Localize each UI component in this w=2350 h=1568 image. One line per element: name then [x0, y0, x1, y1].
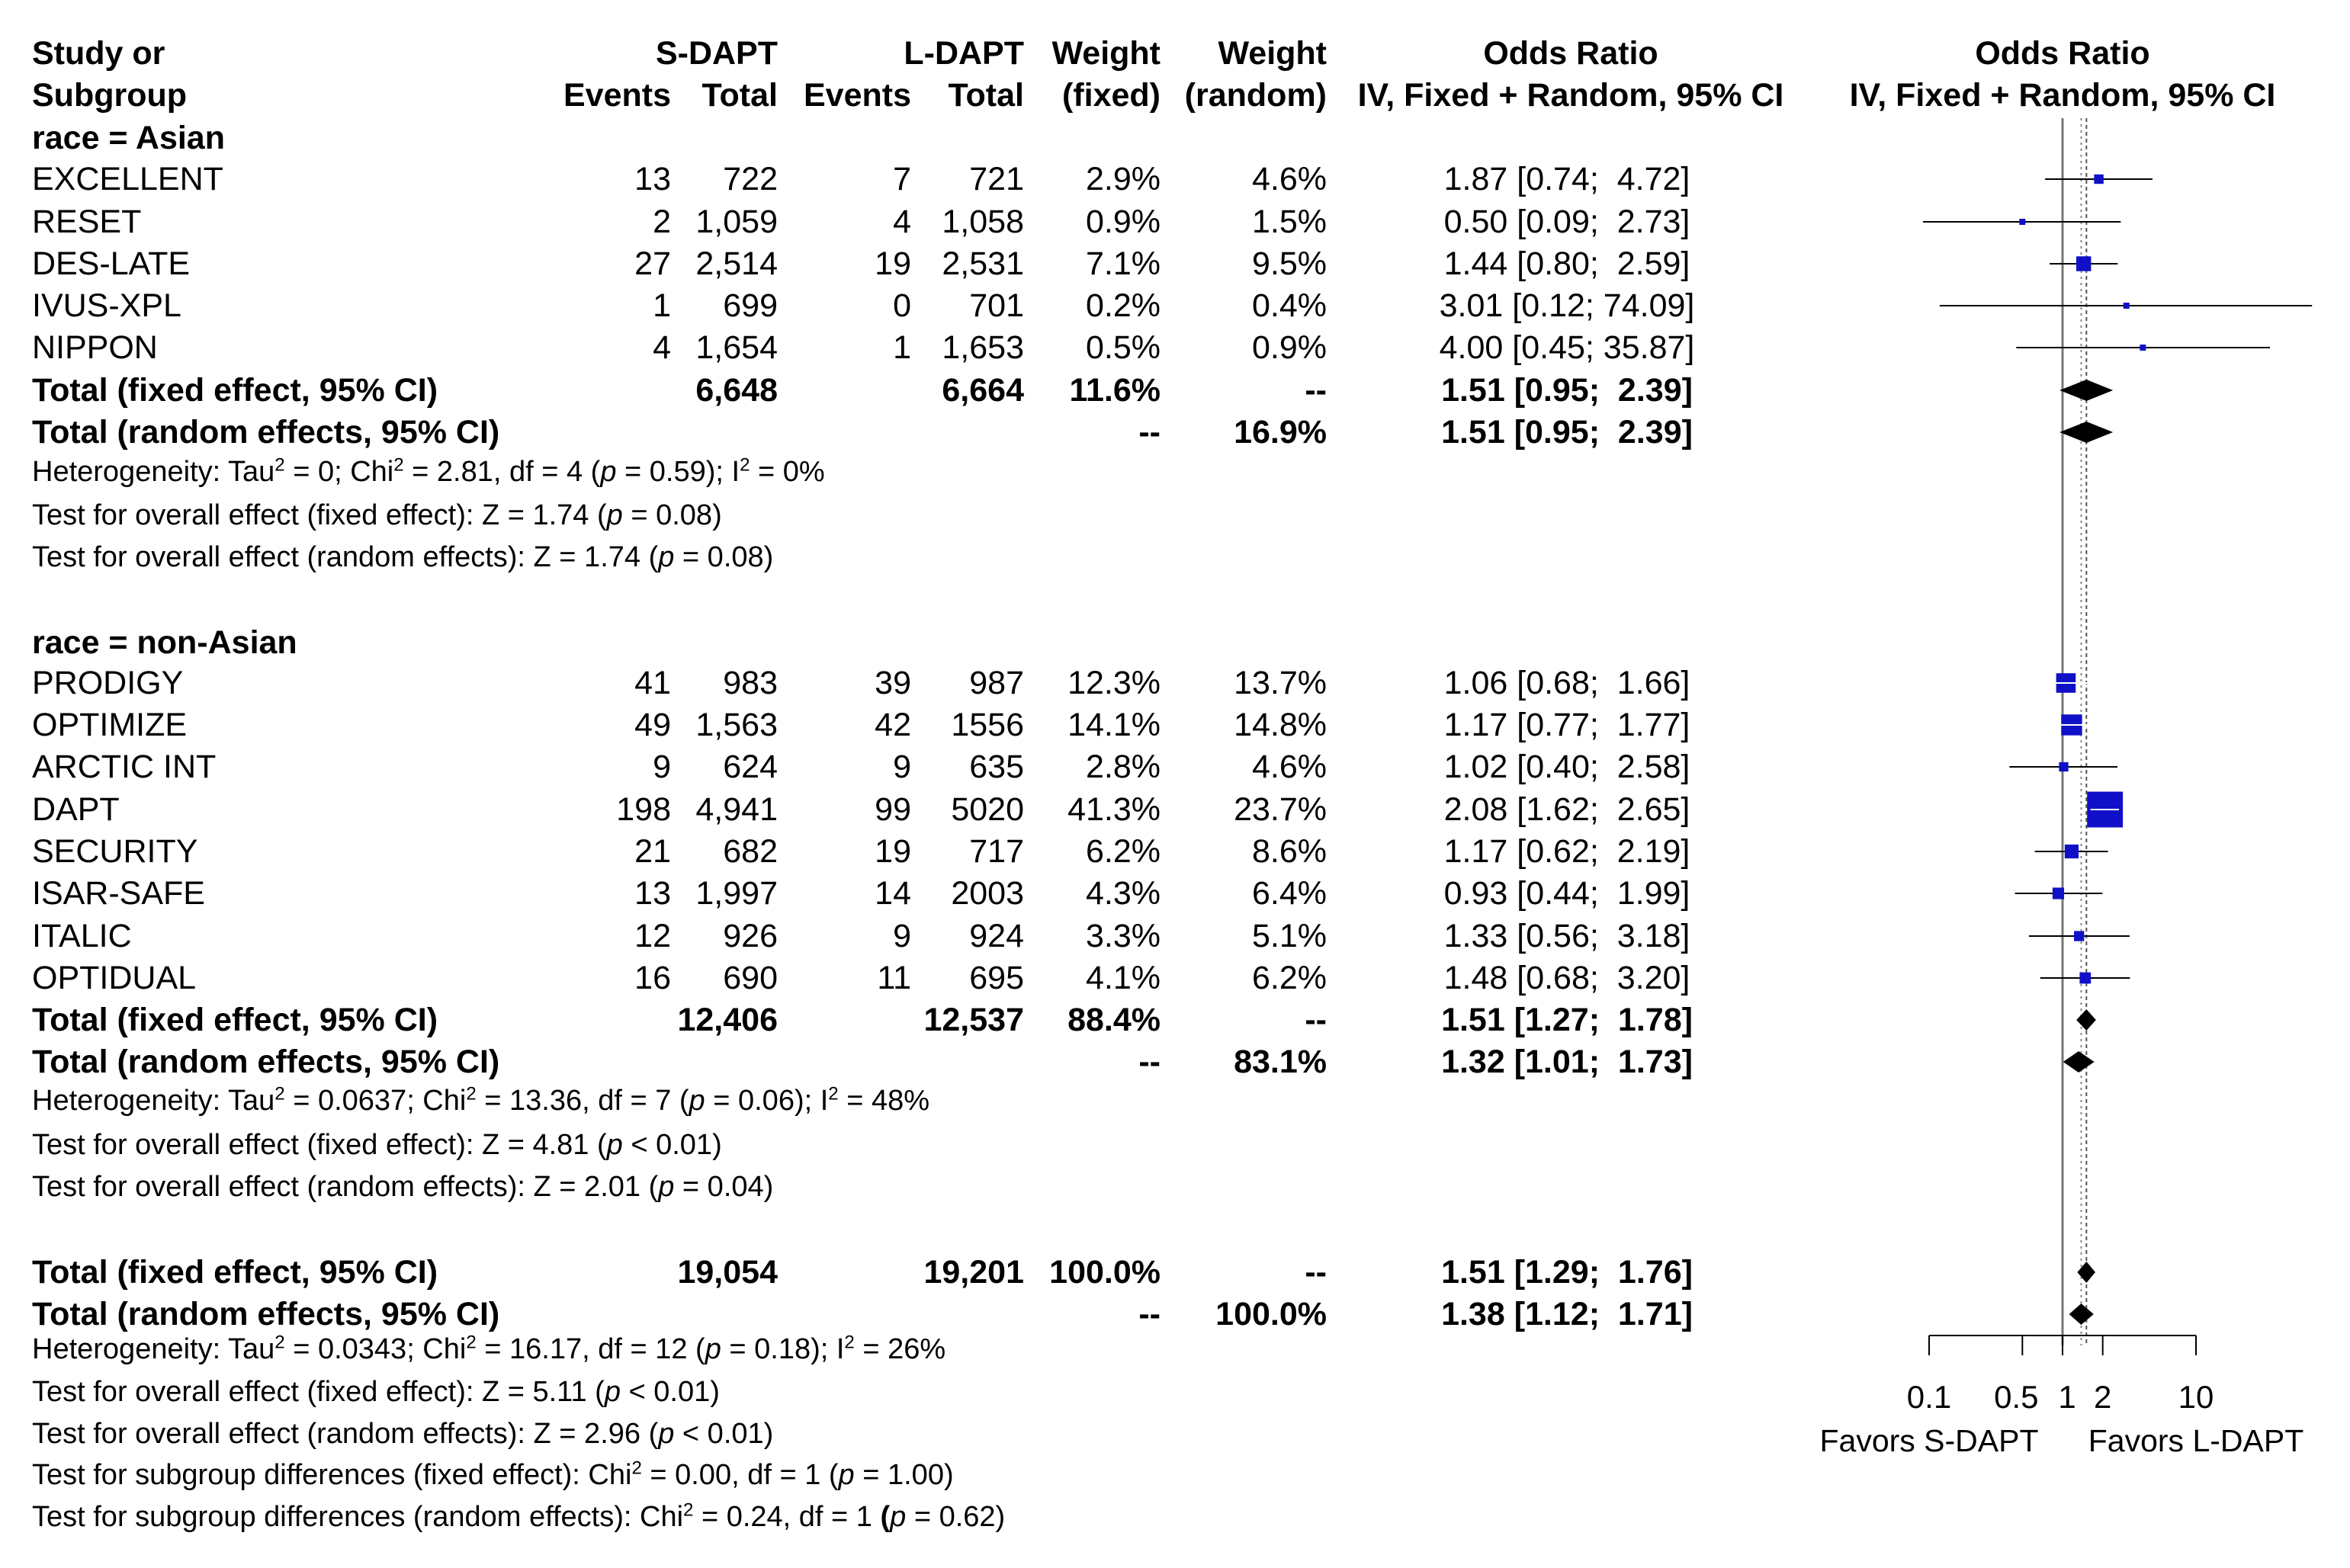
summary-diamond: [2069, 1303, 2094, 1325]
or-ci: 1.17 [0.62; 2.19]: [1443, 833, 1690, 870]
or-ci: 2.08 [1.62; 2.65]: [1443, 791, 1690, 828]
or-ci: 1.02 [0.40; 2.58]: [1443, 749, 1690, 785]
weight-square: [2076, 256, 2091, 271]
note-text: = 0.24, df =: [693, 1501, 856, 1533]
header-sdapt: S-DAPT: [655, 35, 778, 72]
weight-random: 6.4%: [1251, 875, 1327, 912]
header-random: (random): [1184, 77, 1327, 114]
header-or-method: IV, Fixed + Random, 95% CI: [1357, 77, 1784, 114]
p-symbol: p: [606, 1129, 623, 1161]
header-weight-fixed: Weight: [1051, 35, 1161, 72]
weight-fixed: 2.9%: [1085, 161, 1161, 197]
p-symbol: p: [658, 1418, 675, 1450]
header-or: Odds Ratio: [1483, 35, 1658, 72]
summary-diamond: [2059, 422, 2113, 443]
or-ci: 1.48 [0.68; 3.20]: [1443, 960, 1690, 996]
weight-random: 4.6%: [1251, 161, 1327, 197]
l-events: 19: [875, 245, 911, 282]
note-text: = 0.08): [622, 499, 722, 531]
fixed-w-random: --: [1305, 372, 1327, 409]
note-text: < 0.01): [674, 1418, 774, 1450]
note-text: = 1.00): [854, 1459, 954, 1491]
summary-diamond: [2076, 1009, 2096, 1031]
random-w-fixed: --: [1138, 1044, 1161, 1080]
weight-square: [2019, 219, 2025, 225]
superscript: 2: [393, 454, 404, 476]
favors-right-label: Favors L-DAPT: [2088, 1423, 2304, 1458]
p-symbol: p: [838, 1459, 855, 1491]
superscript: 2: [683, 1499, 694, 1521]
fixed-s-total: 12,406: [677, 1002, 778, 1038]
fixed-ci: 1.51 [0.95; 2.39]: [1441, 372, 1693, 409]
weight-fixed: 0.2%: [1085, 287, 1161, 324]
random-w-random: 100.0%: [1215, 1296, 1327, 1332]
study-name: EXCELLENT: [32, 161, 223, 197]
or-ci: 1.44 [0.80; 2.59]: [1443, 245, 1690, 282]
l-events: 42: [875, 707, 911, 743]
s-total: 624: [723, 749, 778, 785]
superscript: 2: [466, 1083, 477, 1105]
study-name: DES-LATE: [32, 245, 191, 282]
note-text: = 26%: [854, 1333, 946, 1365]
l-events: 4: [893, 204, 911, 240]
s-total: 4,941: [695, 791, 778, 828]
l-events: 0: [893, 287, 911, 324]
note-text: = 0.18); I: [721, 1333, 845, 1365]
note-text: 1: [856, 1501, 872, 1533]
weight-random: 14.8%: [1234, 707, 1327, 743]
fixed-s-total: 19,054: [677, 1254, 778, 1291]
weight-random: 5.1%: [1251, 918, 1327, 954]
weight-random: 13.7%: [1234, 665, 1327, 701]
p-symbol: p: [658, 1171, 675, 1203]
s-total: 1,654: [695, 329, 778, 366]
weight-square: [2059, 762, 2068, 771]
s-total: 1,059: [695, 204, 778, 240]
weight-square: [2094, 175, 2103, 184]
summary-diamond: [2059, 380, 2113, 401]
header-l-total: Total: [948, 77, 1024, 114]
or-ci: 0.93 [0.44; 1.99]: [1443, 875, 1690, 912]
random-total-label: Total (random effects, 95% CI): [32, 414, 500, 451]
l-total: 695: [969, 960, 1024, 996]
summary-diamond: [2077, 1262, 2095, 1283]
s-events: 1: [653, 287, 671, 324]
study-name: SECURITY: [32, 833, 198, 870]
fixed-w-fixed: 11.6%: [1069, 372, 1161, 409]
weight-random: 1.5%: [1251, 204, 1327, 240]
note-text: = 0.62): [906, 1501, 1006, 1533]
study-name: ARCTIC INT: [32, 749, 217, 785]
s-total: 690: [723, 960, 778, 996]
note-text: = 0.00, df = 1 (: [641, 1459, 839, 1491]
note-text: Test for subgroup differences (fixed effect): Chi: [32, 1459, 632, 1491]
note-text: Test for overall effect (random effects): Z = 2.96 (: [32, 1418, 659, 1450]
weight-square: [2079, 973, 2091, 984]
header-plot-title: Odds Ratio: [1975, 35, 2150, 72]
random-ci: 1.38 [1.12; 1.71]: [1441, 1296, 1693, 1332]
superscript: 2: [274, 1083, 285, 1105]
weight-fixed: 2.8%: [1085, 749, 1161, 785]
weight-square: [2074, 931, 2084, 941]
note-text: = 0.06); I: [705, 1085, 829, 1117]
l-total: 5020: [951, 791, 1024, 828]
note-text: < 0.01): [620, 1376, 720, 1408]
random-total-label: Total (random effects, 95% CI): [32, 1296, 500, 1332]
weight-random: 4.6%: [1251, 749, 1327, 785]
fixed-total-label: Total (fixed effect, 95% CI): [32, 1002, 438, 1038]
fixed-l-total: 19,201: [923, 1254, 1024, 1291]
l-events: 9: [893, 749, 911, 785]
s-events: 27: [634, 245, 671, 282]
x-tick-label: 1: [2058, 1379, 2076, 1415]
note-text: = 0%: [750, 456, 825, 488]
l-events: 9: [893, 918, 911, 954]
l-events: 14: [875, 875, 911, 912]
study-name: PRODIGY: [32, 665, 184, 701]
superscript: 2: [844, 1332, 855, 1353]
weight-fixed: 4.1%: [1085, 960, 1161, 996]
p-symbol: p: [705, 1333, 721, 1365]
s-events: 198: [616, 791, 671, 828]
weight-square: [2140, 345, 2146, 351]
p-symbol: p: [689, 1085, 705, 1117]
s-total: 722: [723, 161, 778, 197]
s-events: 41: [634, 665, 671, 701]
weight-fixed: 41.3%: [1067, 791, 1161, 828]
or-ci: 4.00 [0.45; 35.87]: [1439, 329, 1695, 366]
note-text: Test for overall effect (fixed effect): Z = 1.74 (: [32, 499, 607, 531]
weight-square: [2124, 303, 2130, 309]
random-w-random: 16.9%: [1234, 414, 1327, 451]
weight-fixed: 7.1%: [1085, 245, 1161, 282]
header-weight-random: Weight: [1218, 35, 1327, 72]
s-events: 16: [634, 960, 671, 996]
l-total: 717: [969, 833, 1024, 870]
note-text: Test for overall effect (random effects): Z = 2.01 (: [32, 1171, 659, 1203]
s-events: 13: [634, 875, 671, 912]
random-w-fixed: --: [1138, 414, 1161, 451]
fixed-ci: 1.51 [1.29; 1.76]: [1441, 1254, 1693, 1291]
fixed-w-random: --: [1305, 1002, 1327, 1038]
l-total: 924: [969, 918, 1024, 954]
note-text: = 0.0343; Chi: [284, 1333, 467, 1365]
note-text: = 0.04): [674, 1171, 774, 1203]
weight-square: [2065, 845, 2079, 858]
p-symbol: p: [600, 456, 617, 488]
s-total: 682: [723, 833, 778, 870]
weight-fixed: 4.3%: [1085, 875, 1161, 912]
weight-random: 8.6%: [1251, 833, 1327, 870]
l-total: 987: [969, 665, 1024, 701]
or-ci: 1.33 [0.56; 3.18]: [1443, 918, 1690, 954]
l-total: 721: [969, 161, 1024, 197]
note-text: Test for overall effect (fixed effect): Z = 4.81 (: [32, 1129, 607, 1161]
superscript: 2: [274, 1332, 285, 1353]
s-total: 926: [723, 918, 778, 954]
x-tick-label: 10: [2178, 1379, 2214, 1415]
study-name: IVUS-XPL: [32, 287, 181, 324]
weight-random: 0.9%: [1251, 329, 1327, 366]
x-tick-label: 0.5: [1994, 1379, 2039, 1415]
weight-fixed: 12.3%: [1067, 665, 1161, 701]
weight-fixed: 3.3%: [1085, 918, 1161, 954]
note-text: = 48%: [838, 1085, 930, 1117]
superscript: 2: [828, 1083, 839, 1105]
l-total: 1,058: [942, 204, 1024, 240]
subgroup-label-asian: race = Asian: [32, 120, 225, 156]
s-total: 983: [723, 665, 778, 701]
superscript: 2: [466, 1332, 477, 1353]
fixed-l-total: 12,537: [923, 1002, 1024, 1038]
s-events: 12: [634, 918, 671, 954]
note-text: = 13.36, df = 7 (: [476, 1085, 689, 1117]
favors-left-label: Favors S-DAPT: [1819, 1423, 2039, 1458]
note-text: = 0.59); I: [616, 456, 740, 488]
random-ci: 1.51 [0.95; 2.39]: [1441, 414, 1693, 451]
s-total: 699: [723, 287, 778, 324]
study-name: ITALIC: [32, 918, 132, 954]
summary-diamond: [2063, 1051, 2095, 1073]
fixed-l-total: 6,664: [942, 372, 1024, 409]
weight-square: [2053, 887, 2064, 899]
study-name: OPTIMIZE: [32, 707, 188, 743]
study-name: ISAR-SAFE: [32, 875, 205, 912]
weight-random: 9.5%: [1251, 245, 1327, 282]
header-study: Study or: [32, 35, 165, 72]
l-total: 1556: [951, 707, 1024, 743]
weight-fixed: 0.9%: [1085, 204, 1161, 240]
s-events: 13: [634, 161, 671, 197]
header-plot-method: IV, Fixed + Random, 95% CI: [1849, 77, 2276, 114]
weight-random: 6.2%: [1251, 960, 1327, 996]
note-text: (: [872, 1501, 891, 1533]
subgroup-label-nonasian: race = non-Asian: [32, 624, 297, 661]
fixed-total-label: Total (fixed effect, 95% CI): [32, 1254, 438, 1291]
note-text: = 2.81, df = 4 (: [403, 456, 601, 488]
weight-fixed: 0.5%: [1085, 329, 1161, 366]
or-ci: 0.50 [0.09; 2.73]: [1443, 204, 1690, 240]
fixed-w-fixed: 88.4%: [1067, 1002, 1161, 1038]
l-events: 99: [875, 791, 911, 828]
s-total: 1,997: [695, 875, 778, 912]
header-s-events: Events: [563, 77, 671, 114]
fixed-s-total: 6,648: [695, 372, 778, 409]
weight-random: 23.7%: [1234, 791, 1327, 828]
l-events: 11: [877, 960, 911, 996]
l-total: 635: [969, 749, 1024, 785]
random-total-label: Total (random effects, 95% CI): [32, 1044, 500, 1080]
note-text: = 0.0637; Chi: [284, 1085, 467, 1117]
random-w-random: 83.1%: [1234, 1044, 1327, 1080]
fixed-total-label: Total (fixed effect, 95% CI): [32, 372, 438, 409]
study-name: OPTIDUAL: [32, 960, 197, 996]
header-ldapt: L-DAPT: [904, 35, 1024, 72]
x-tick-label: 0.1: [1906, 1379, 1952, 1415]
note-text: Heterogeneity: Tau: [32, 456, 275, 488]
s-total: 2,514: [695, 245, 778, 282]
or-ci: 1.87 [0.74; 4.72]: [1443, 161, 1690, 197]
note-text: Heterogeneity: Tau: [32, 1085, 275, 1117]
l-total: 1,653: [942, 329, 1024, 366]
s-events: 49: [634, 707, 671, 743]
random-ci: 1.32 [1.01; 1.73]: [1441, 1044, 1693, 1080]
fixed-ci: 1.51 [1.27; 1.78]: [1441, 1002, 1693, 1038]
fixed-w-random: --: [1305, 1254, 1327, 1291]
weight-fixed: 6.2%: [1085, 833, 1161, 870]
l-total: 2003: [951, 875, 1024, 912]
l-events: 19: [875, 833, 911, 870]
note-text: Test for overall effect (fixed effect): Z = 5.11 (: [32, 1376, 605, 1408]
header-l-events: Events: [803, 77, 911, 114]
study-name: NIPPON: [32, 329, 158, 366]
superscript: 2: [631, 1457, 642, 1479]
study-name: RESET: [32, 204, 142, 240]
note-text: < 0.01): [622, 1129, 722, 1161]
p-symbol: p: [606, 499, 623, 531]
note-text: Test for overall effect (random effects): Z = 1.74 (: [32, 541, 659, 573]
s-total: 1,563: [695, 707, 778, 743]
s-events: 4: [653, 329, 671, 366]
or-ci: 1.06 [0.68; 1.66]: [1443, 665, 1690, 701]
l-events: 39: [875, 665, 911, 701]
fixed-w-fixed: 100.0%: [1049, 1254, 1161, 1291]
l-events: 1: [893, 329, 911, 366]
l-total: 701: [969, 287, 1024, 324]
superscript: 2: [740, 454, 750, 476]
l-events: 7: [893, 161, 911, 197]
l-total: 2,531: [942, 245, 1024, 282]
p-symbol: p: [890, 1501, 907, 1533]
x-tick-label: 2: [2094, 1379, 2112, 1415]
s-events: 21: [634, 833, 671, 870]
header-s-total: Total: [701, 77, 778, 114]
superscript: 2: [274, 454, 285, 476]
p-symbol: p: [658, 541, 675, 573]
weight-random: 0.4%: [1251, 287, 1327, 324]
note-text: Test for subgroup differences (random effects): Chi: [32, 1501, 684, 1533]
s-events: 9: [653, 749, 671, 785]
note-text: = 0; Chi: [284, 456, 394, 488]
header-fixed: (fixed): [1062, 77, 1161, 114]
p-symbol: p: [604, 1376, 621, 1408]
weight-fixed: 14.1%: [1067, 707, 1161, 743]
random-w-fixed: --: [1138, 1296, 1161, 1332]
or-ci: 3.01 [0.12; 74.09]: [1439, 287, 1695, 324]
note-text: = 0.08): [674, 541, 774, 573]
or-ci: 1.17 [0.77; 1.77]: [1443, 707, 1690, 743]
note-text: = 16.17, df = 12 (: [476, 1333, 705, 1365]
s-events: 2: [653, 204, 671, 240]
header-subgroup: Subgroup: [32, 77, 188, 114]
study-name: DAPT: [32, 791, 120, 828]
note-text: Heterogeneity: Tau: [32, 1333, 275, 1365]
